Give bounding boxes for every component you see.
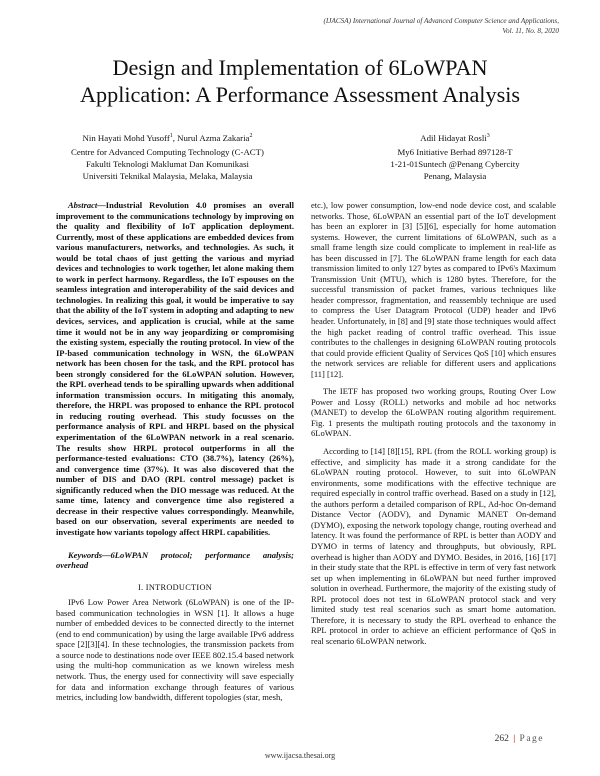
abstract-label: Abstract— bbox=[68, 200, 106, 210]
author-names: Nin Hayati Mohd Yusoff$^1$, Nurul Azma Zakaria$^2$ bbox=[82, 132, 253, 143]
page-number-value: 262 bbox=[494, 734, 509, 744]
paper-title bbox=[40, 54, 560, 108]
journal-header bbox=[229, 17, 559, 36]
affiliation-line: 1-21-01Suntech @Penang Cybercity bbox=[390, 158, 520, 169]
author-block-left bbox=[40, 130, 295, 182]
page-label: Page bbox=[519, 734, 544, 744]
page-number bbox=[495, 734, 544, 744]
abstract bbox=[56, 200, 294, 538]
body-paragraph: IPv6 Low Power Area Network (6LoWPAN) is one of the IP-based communication technologies in WSN [1]. It allows a huge number of embedded devices to be connected directly to the internet (end to end communication) by using the large available IPv6 address space [2][3][4]. In these technologies, the transmission packets from a source node to destinations node over IEEE 802.15.4 based network using the multi-hop communication as we known wireless mesh network. Thus, the energy used for connectivity will save especially for data and information exchange through features of various metrics, including low bandwidth, different topologies (star, mesh, bbox=[56, 597, 294, 703]
affiliation-line: Fakulti Teknologi Maklumat Dan Komunikasi bbox=[86, 158, 249, 169]
page-separator: | bbox=[513, 734, 516, 744]
abstract-text: Industrial Revolution 4.0 promises an overall improvement to the communications technology by improving on the quality and flexibility of IoT application deployment. Currently, most of these applications are embedded devices from various manufacturers, networks, and technologies. As such, it would be total chaos of just getting the various and myriad devices and technologies to work together, let alone making them to work in perfect harmony. Regardless, the IoT espouses on the seamless integration and interoperability of the said devices and technologies. In realizing this goal, it would be imperative to say that the ability of the IoT system in adopting and adapting to new devices, services, and application is crucial, while at the same time it would not be in any way jeopardizing or compromising the existing system, especially the routing protocol. In view of the IP-based communication technology in WSN, the 6LoWPAN network has been chosen for the task, and the RPL protocol has been strongly considered for the 6LoWPAN solution. However, the RPL overhead tends to be spiralling upwards when additional information transmission occurs. In mitigating this anomaly, therefore, the HRPL was proposed to enhance the RPL protocol in reducing routing overhead. This study focusses on the performance analysis of RPL and HRPL based on the physical experimentation of the 6LoWPAN network in a real scenario. The results show HRPL protocol outperforms in all the performance-tested evaluations: CTO (38.7%), latency (26%), and convergence time (37%). It was also discovered that the number of DIS and DAO (RPL control message) packet is significantly reduced when the DIO message was reduced. At the same time, latency and convergence time also registered a decrease in their respective values correspondingly. Meanwhile, based on our observation, several experiments are needed to investigate how variants topology affect HRPL capabilities. bbox=[56, 200, 294, 537]
title-line-2: Application: A Performance Assessment Analysis bbox=[80, 82, 520, 107]
body-paragraph: etc.), low power consumption, low-end node device cost, and scalable networks. Those, 6LoWPAN an essential part of the IoT development has been an explorer in [3] [5][6], especially for home automation systems. However, the current limitations of 6LoWPAN, such as a small frame length size could complicate to implement in real-life as has been discussed in [7]. The 6LoWPAN frame length for each data transmission limited to only 127 bytes as compared to IPv6's Maximum Transmission Unit (MTU), which is 1280 bytes. Therefore, for the successful transmission of packet frames, various techniques like header compressor, fragmentation, and reassembly technique are used to compress the User Datagram Protocol (UDP) header and IPv6 header. Unfortunately, in [8] and [9] state those techniques would affect the high packet reading of control traffic overhead. This issue contributes to the challenges in designing 6LoWPAN routing protocols that could provide efficient Quality of Services QoS [10] which ensures the network services are reliable for different users and applications [11] [12]. bbox=[311, 200, 556, 379]
affiliation-line: My6 Initiative Berhad 897128-T bbox=[397, 146, 513, 157]
keywords bbox=[56, 550, 294, 571]
footer-url: www.ijacsa.thesai.org bbox=[264, 751, 336, 760]
author-name: Adil Hidayat Rosli$^3$ bbox=[420, 132, 490, 143]
keywords-label: Keywords— bbox=[68, 549, 111, 560]
affiliation-line: Centre for Advanced Computing Technology (C-ACT) bbox=[71, 146, 264, 157]
journal-name: (IJACSA) International Journal of Advanced Computer Science and Applications, bbox=[323, 17, 559, 25]
right-column bbox=[311, 200, 556, 653]
keywords-text: 6LoWPAN protocol; performance analysis; overhead bbox=[56, 549, 294, 571]
body-paragraph: According to [14] [8][15], RPL (from the ROLL working group) is effective, and simplicity has made it a strong candidate for the 6LoWPAN routing protocol. However, to suit into 6LoWPAN environments, some modifications with the effective technique are required especially in control traffic overhead. Based on a study in [12], the authors perform a detailed comparison of RPL, Ad-hoc On-demand Distance Vector (AODV), and Dynamic MANET On-demand (DYMO), exposing the network topology change, routing overhead and latency. It was found the performance of RPL is better than AODY and DYMO in terms of latency and throughputs, but obviously, RPL overhead is higher than AODY and DYMO. Besides, in 2016, [16] [17] in their study state that the RPL is effective in term of very fast network set up when implementing in 6LoWPAN but need further improved solution in overhead. Furthermore, the majority of the existing study of RPL protocol does not test in 6LoWPAN protocol stack and very limited study test real scenarios such as smart home automation. Therefore, it is necessary to study the RPL overhead to enhance the RPL protocol in order to achieve an efficient performance of QoS in real scenario 6LoWPAN network. bbox=[311, 446, 556, 646]
section-heading: I. INTRODUCTION bbox=[137, 582, 213, 592]
left-column bbox=[56, 200, 294, 710]
author-block-right bbox=[355, 130, 555, 182]
body-paragraph: The IETF has proposed two working groups, Routing Over Low Power and Lossy (ROLL) networks and mobile ad hoc networks (MANET) to develop the 6LoWPAN routing algorithm requirement. Fig. 1 presents the multipath routing protocols and the taxonomy in 6LoWPAN. bbox=[311, 386, 556, 439]
journal-volume: Vol. 11, No. 8, 2020 bbox=[502, 26, 559, 35]
affiliation-line: Penang, Malaysia bbox=[423, 170, 487, 181]
affiliation-line: Universiti Teknikal Malaysia, Melaka, Malaysia bbox=[82, 170, 253, 181]
title-line-1: Design and Implementation of 6LoWPAN bbox=[112, 55, 488, 80]
